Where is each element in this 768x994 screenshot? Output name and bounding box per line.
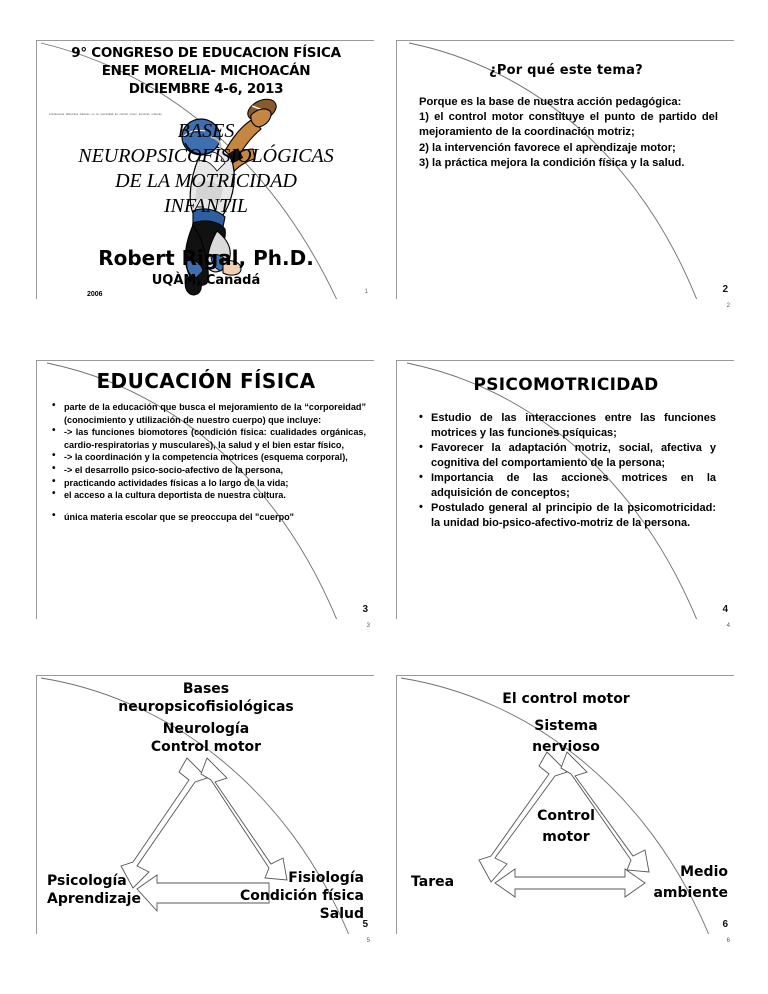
year-label: 2006 [87, 291, 103, 298]
slide-title: ¿Por qué este tema? [489, 63, 643, 78]
slide-5[interactable] [36, 675, 374, 944]
right-node-line-1: Fisiología [288, 870, 364, 886]
slide-6[interactable] [396, 675, 734, 944]
list-item: • -> la coordinación y la competencia motrices (esquema corporal), [51, 451, 366, 464]
slide-number-2-small: 2 [726, 303, 730, 309]
triangle-diagram [397, 676, 734, 934]
tiny-note: Conferencia diferentes básicas en la motricidad El control motor acciones motoras [49, 113, 162, 116]
slide-number-6-small: 6 [726, 938, 730, 944]
list-item: • Estudio de las interacciones entre las funciones motrices y las funciones psíquicas; [419, 411, 716, 441]
top-node-line-2: nervioso [532, 739, 600, 755]
diagram-center-node [397, 806, 734, 848]
slide-5-content [37, 676, 374, 934]
diagram-top-node [37, 720, 374, 756]
right-node-line-3: Salud [319, 906, 364, 922]
top-node-line-1: Sistema [534, 718, 598, 734]
paragraph-3: 3) la práctica mejora la condición física y la salud. [419, 156, 685, 169]
list-item: • Postulado general al principio de la psicomotricidad: la unidad bio-psico-afectivo-motriz de la persona. [419, 501, 716, 531]
right-node-line-2: Condición física [239, 888, 364, 904]
paragraph-2: 2) la intervención favorece el aprendizaje motor; [419, 141, 676, 154]
title-line-4: INFANTIL [163, 195, 249, 217]
left-node-line-1: Tarea [411, 874, 455, 890]
slide-3[interactable] [36, 360, 374, 629]
presentation-title [37, 119, 374, 219]
slide-title: PSICOMOTRICIDAD [473, 375, 659, 395]
top-node-line-1: Neurología [162, 721, 250, 737]
slide-3-content [37, 361, 374, 619]
list-item: • Favorecer la adaptación motriz, social, afectiva y cognitiva del comportamiento de la persona; [419, 441, 716, 471]
bullet-list [51, 401, 366, 523]
slide-4-content [397, 361, 734, 619]
diagram-right-node [240, 869, 364, 923]
right-node-line-1: Medio [680, 864, 728, 880]
author-name: Robert Rigal, Ph.D. [98, 246, 314, 270]
list-item: • el acceso a la cultura deportista de nuestra cultura. [51, 489, 366, 502]
title-line-1: BASES [177, 120, 235, 142]
slide-body [419, 95, 718, 171]
slide-number-4: 4 [722, 604, 728, 615]
title-line-3: DE LA MOTRICIDAD [115, 170, 297, 192]
slide-1[interactable] [36, 40, 374, 299]
slide-number-6: 6 [722, 919, 728, 930]
slide-number-5: 5 [362, 919, 368, 930]
slide-4[interactable] [396, 360, 734, 629]
slide-number-1: 1 [364, 289, 368, 295]
bullet-list [419, 411, 716, 531]
diagram-left-node [47, 872, 141, 908]
header-line-1: 9° CONGRESO DE EDUCACION FÍSICA [71, 45, 341, 61]
diagram-top-heading [37, 680, 374, 716]
list-item: • -> el desarrollo psico-socio-afectivo de la persona, [51, 464, 366, 477]
paragraph-0: Porque es la base de nuestra acción pedagógica: [419, 96, 682, 108]
slide-6-content [397, 676, 734, 934]
list-item: • -> las funciones biomotores (condición física: cualidades orgánicas, cardio-respiratorias y musculares), la salud y el bien estar físico, [51, 426, 366, 451]
center-node-line-1: Control [537, 808, 595, 824]
top-node-line-2: Control motor [150, 739, 262, 755]
paragraph-1: 1) el control motor constituye el punto de partido del mejoramiento de la coordinación motriz; [419, 111, 718, 139]
left-node-line-1: Psicología [47, 873, 127, 889]
top-heading-line-1: Bases [182, 681, 230, 697]
slide-number-3-small: 3 [366, 623, 370, 629]
diagram-left-node [411, 873, 454, 891]
author-affiliation: UQÀM, Canadá [151, 273, 261, 288]
diagram-top-node [397, 716, 734, 758]
slide-title: EDUCACIÓN FÍSICA [96, 369, 316, 393]
slide-number-4-small: 4 [726, 623, 730, 629]
right-node-line-2: ambiente [653, 885, 728, 901]
diagram-top-heading [397, 690, 734, 708]
list-item: • única materia escolar que se preoccupa del "cuerpo" [51, 511, 366, 524]
title-line-2: NEUROPSICOFISIOLÓGICAS [78, 145, 334, 167]
slide-2[interactable] [396, 40, 734, 309]
list-item: • practicando actividades físicas a lo largo de la vida; [51, 477, 366, 490]
top-heading-line-2: neuropsicofisiológicas [118, 699, 294, 715]
center-node-line-2: motor [542, 829, 590, 845]
slide-1-content [37, 41, 374, 299]
congress-header [37, 44, 374, 98]
header-line-2: ENEF MORELIA- MICHOACÁN [101, 63, 311, 79]
list-item: • parte de la educación que busca el mejoramiento de la “corporeidad” (conocimiento y utilización de nuestro cuerpo) que incluye: [51, 401, 366, 426]
slide-number-2: 2 [722, 284, 728, 295]
slide-number-3: 3 [362, 604, 368, 615]
header-line-3: DICIEMBRE 4-6, 2013 [128, 81, 284, 97]
slide-number-5-small: 5 [366, 938, 370, 944]
slide-2-content [397, 41, 734, 299]
list-item: • Importancia de las acciones motrices en la adquisición de conceptos; [419, 471, 716, 501]
left-node-line-2: Aprendizaje [47, 891, 141, 907]
triangle-diagram [37, 676, 374, 934]
top-heading-line-1: El control motor [502, 691, 630, 707]
diagram-right-node [653, 862, 728, 904]
